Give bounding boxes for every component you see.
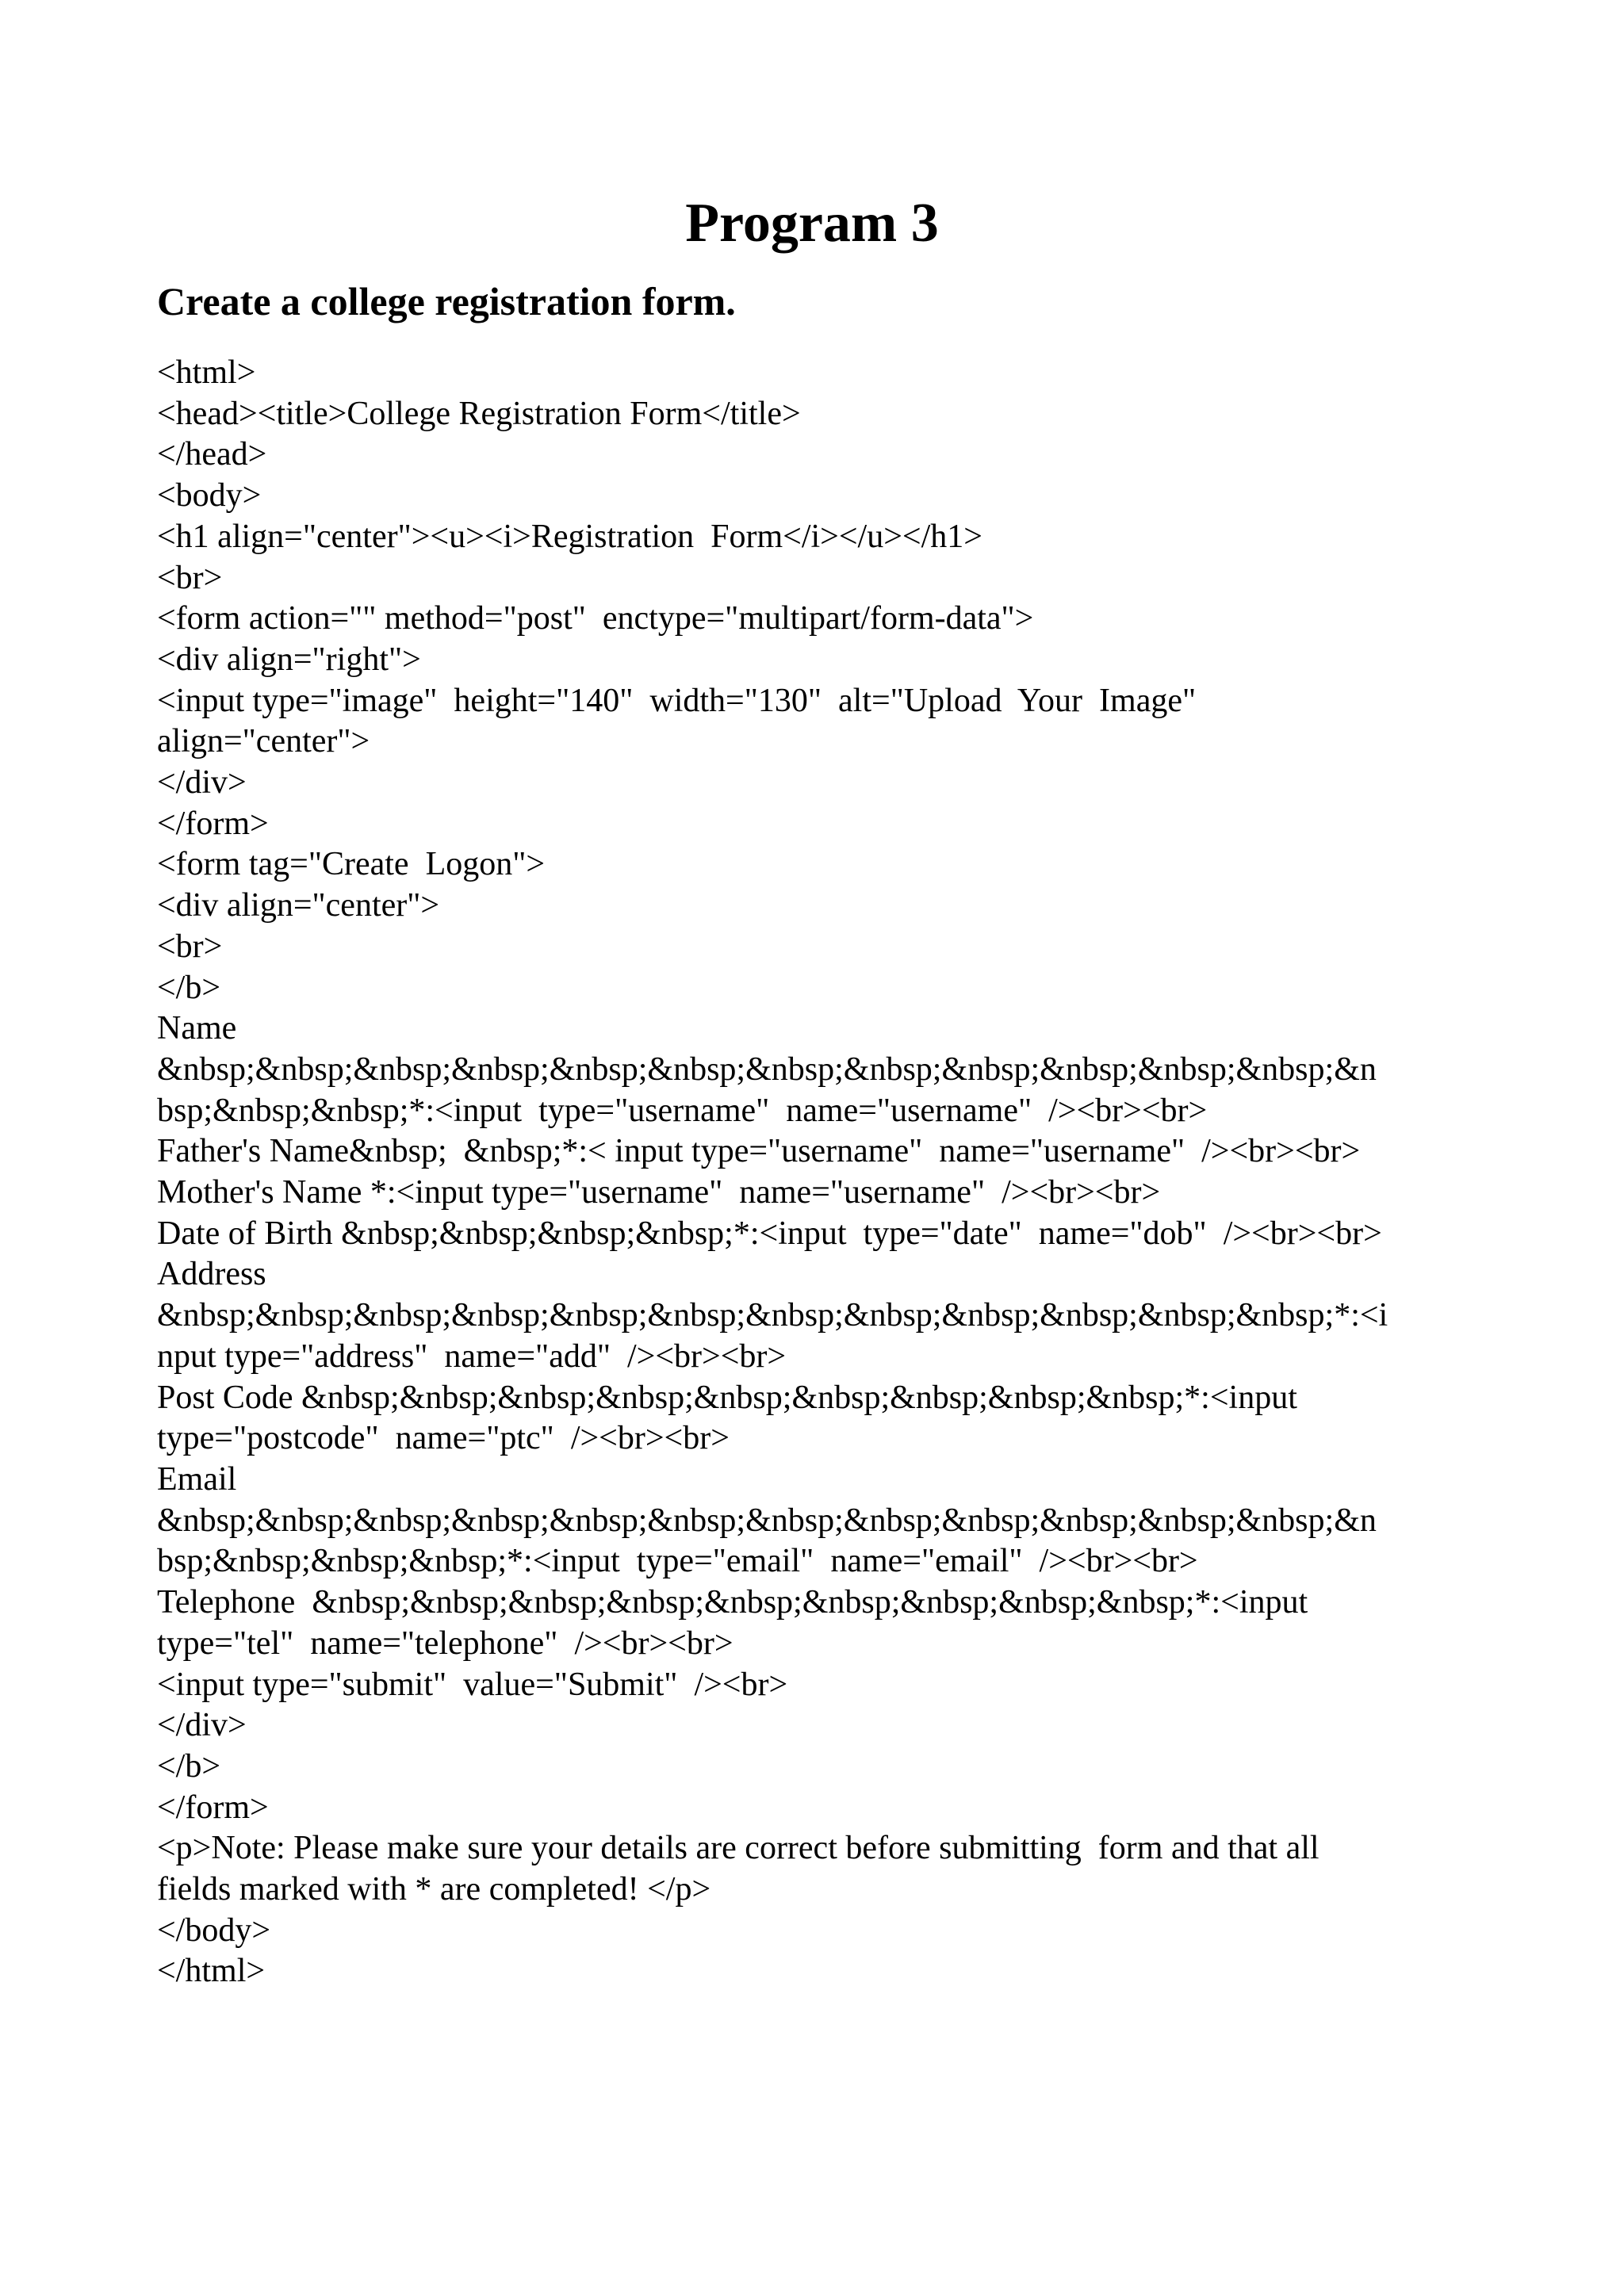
page-subtitle: Create a college registration form. bbox=[157, 279, 736, 323]
code-line: Address bbox=[157, 1256, 266, 1293]
code-line: <input type="submit" value="Submit" /><br> bbox=[157, 1666, 788, 1703]
code-line: nput type="address" name="add" /><br><br> bbox=[157, 1337, 787, 1375]
code-line: Name bbox=[157, 1010, 237, 1047]
code-line: <html> bbox=[157, 354, 256, 391]
code-line: <br> bbox=[157, 559, 223, 596]
code-line: <form action="" method="post" enctype="multipart/form-data"> bbox=[157, 600, 1034, 637]
page-title: Program 3 bbox=[685, 193, 939, 254]
code-line: <input type="image" height="140" width="130" alt="Upload Your Image" bbox=[157, 682, 1197, 719]
code-line: <body> bbox=[157, 477, 262, 515]
code-line: bsp;&nbsp;&nbsp;&nbsp;*:<input type="email" name="email" /><br><br> bbox=[157, 1543, 1198, 1580]
code-line: </form> bbox=[157, 805, 269, 842]
code-line: </div> bbox=[157, 1707, 247, 1744]
code-line: Post Code &nbsp;&nbsp;&nbsp;&nbsp;&nbsp;&nbsp;&nbsp;&nbsp;&nbsp;*:<input bbox=[157, 1379, 1297, 1416]
code-line: </b> bbox=[157, 969, 221, 1006]
code-line: &nbsp;&nbsp;&nbsp;&nbsp;&nbsp;&nbsp;&nbsp;&nbsp;&nbsp;&nbsp;&nbsp;&nbsp;&n bbox=[157, 1050, 1377, 1088]
code-line: <br> bbox=[157, 928, 223, 965]
code-line: </head> bbox=[157, 436, 267, 473]
code-line: <p>Note: Please make sure your details are correct before submitting form and that all bbox=[157, 1830, 1320, 1867]
code-line: Father's Name&nbsp; &nbsp;*:< input type="username" name="username" /><br><br> bbox=[157, 1133, 1361, 1170]
code-line: type="tel" name="telephone" /><br><br> bbox=[157, 1624, 733, 1662]
code-line: </body> bbox=[157, 1911, 271, 1949]
code-line: type="postcode" name="ptc" /><br><br> bbox=[157, 1420, 730, 1457]
code-line: <h1 align="center"><u><i>Registration Form</i></u></h1> bbox=[157, 518, 982, 555]
code-line: </html> bbox=[157, 1953, 266, 1990]
code-line: &nbsp;&nbsp;&nbsp;&nbsp;&nbsp;&nbsp;&nbsp;&nbsp;&nbsp;&nbsp;&nbsp;&nbsp;*:<i bbox=[157, 1297, 1388, 1334]
code-line: <div align="right"> bbox=[157, 641, 421, 678]
code-line: <div align="center"> bbox=[157, 887, 440, 924]
code-line: </form> bbox=[157, 1789, 269, 1826]
code-line: <form tag="Create Logon"> bbox=[157, 846, 546, 883]
code-line: </div> bbox=[157, 764, 247, 802]
code-line: Date of Birth &nbsp;&nbsp;&nbsp;&nbsp;*:<input type="date" name="dob" /><br><br> bbox=[157, 1215, 1382, 1252]
code-line: Telephone &nbsp;&nbsp;&nbsp;&nbsp;&nbsp;&nbsp;&nbsp;&nbsp;&nbsp;*:<input bbox=[157, 1584, 1308, 1621]
code-listing bbox=[157, 353, 1505, 1992]
code-line: Mother's Name *:<input type="username" name="username" /><br><br> bbox=[157, 1174, 1161, 1211]
code-line: Email bbox=[157, 1460, 237, 1498]
code-line: align="center"> bbox=[157, 723, 370, 760]
code-line: <head><title>College Registration Form</title> bbox=[157, 395, 801, 432]
code-line: bsp;&nbsp;&nbsp;*:<input type="username" name="username" /><br><br> bbox=[157, 1092, 1208, 1129]
code-line: fields marked with * are completed! </p> bbox=[157, 1871, 711, 1908]
code-line: &nbsp;&nbsp;&nbsp;&nbsp;&nbsp;&nbsp;&nbsp;&nbsp;&nbsp;&nbsp;&nbsp;&nbsp;&n bbox=[157, 1502, 1377, 1539]
code-line: </b> bbox=[157, 1747, 221, 1785]
